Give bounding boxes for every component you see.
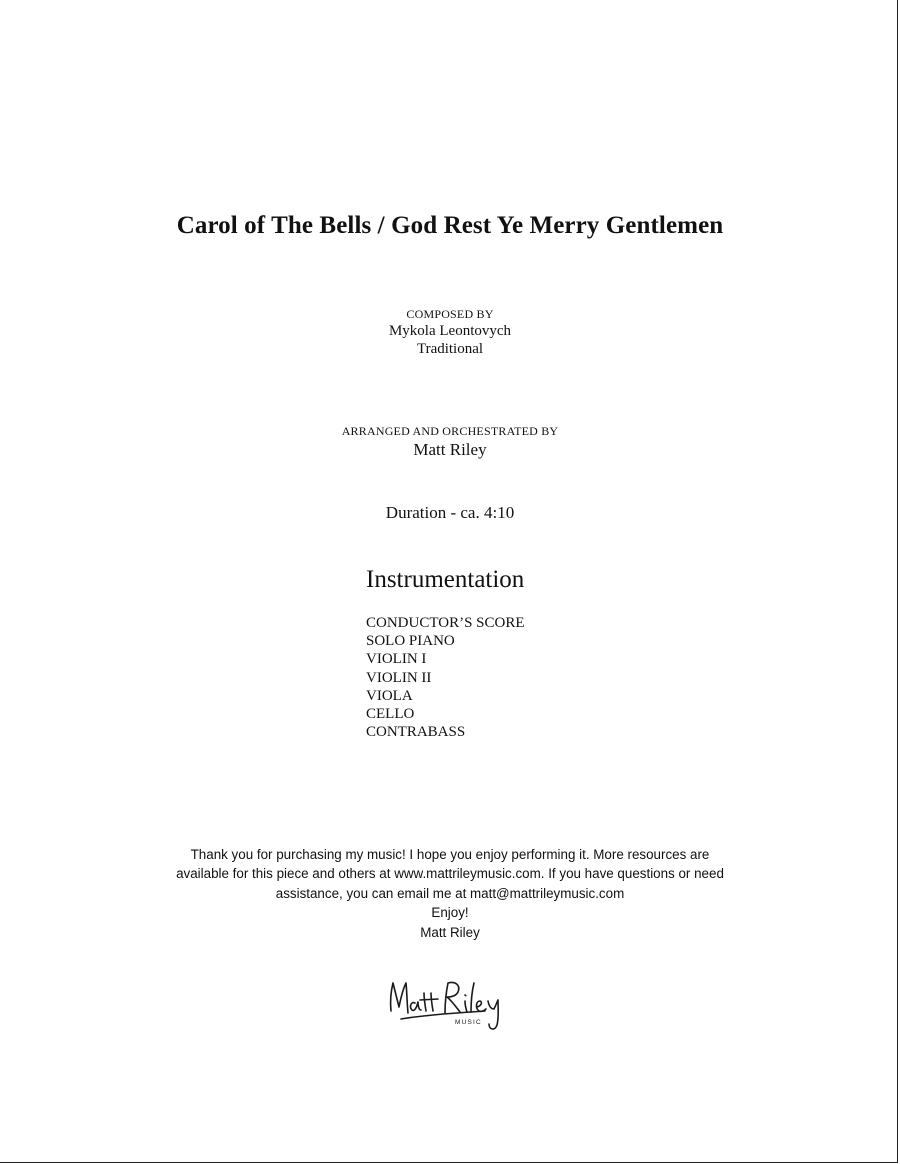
page-title: Carol of The Bells / God Rest Ye Merry Gentlemen (176, 212, 724, 239)
composed-by-block (0, 307, 900, 358)
arranged-by-block (0, 424, 900, 461)
thank-you-message (0, 845, 900, 942)
logo-subtext: MUSIC (455, 1019, 482, 1026)
duration-text: Duration - ca. 4:10 (385, 503, 515, 522)
instrument-item: VIOLA (366, 687, 413, 704)
message-line: available for this piece and others at www.mattrileymusic.com. If you have questions or need (176, 866, 724, 882)
instrument-item: CONDUCTOR’S SCORE (366, 615, 525, 631)
composer-name: Traditional (416, 341, 484, 357)
instrument-item: VIOLIN II (366, 669, 432, 686)
composer-name: Mykola Leontovych (388, 323, 512, 339)
message-line: assistance, you can email me at matt@mattrileymusic.com (275, 885, 625, 901)
instrument-item: CELLO (366, 706, 415, 723)
message-line: Matt Riley (420, 924, 480, 940)
matt-riley-music-logo (385, 975, 517, 1033)
instrumentation-heading: Instrumentation (366, 566, 525, 593)
instrument-item: SOLO PIANO (366, 633, 455, 650)
arranger-name: Matt Riley (413, 440, 487, 459)
arranged-by-label: ARRANGED AND ORCHESTRATED BY (341, 424, 559, 438)
instrumentation-list (366, 614, 525, 741)
instrument-item: VIOLIN I (366, 651, 427, 668)
message-line: Thank you for purchasing my music! I hope you enjoy performing it. More resources are (190, 847, 710, 862)
composed-by-label: COMPOSED BY (406, 307, 494, 321)
message-line: Enjoy! (431, 905, 469, 921)
instrument-item: CONTRABASS (366, 724, 466, 741)
